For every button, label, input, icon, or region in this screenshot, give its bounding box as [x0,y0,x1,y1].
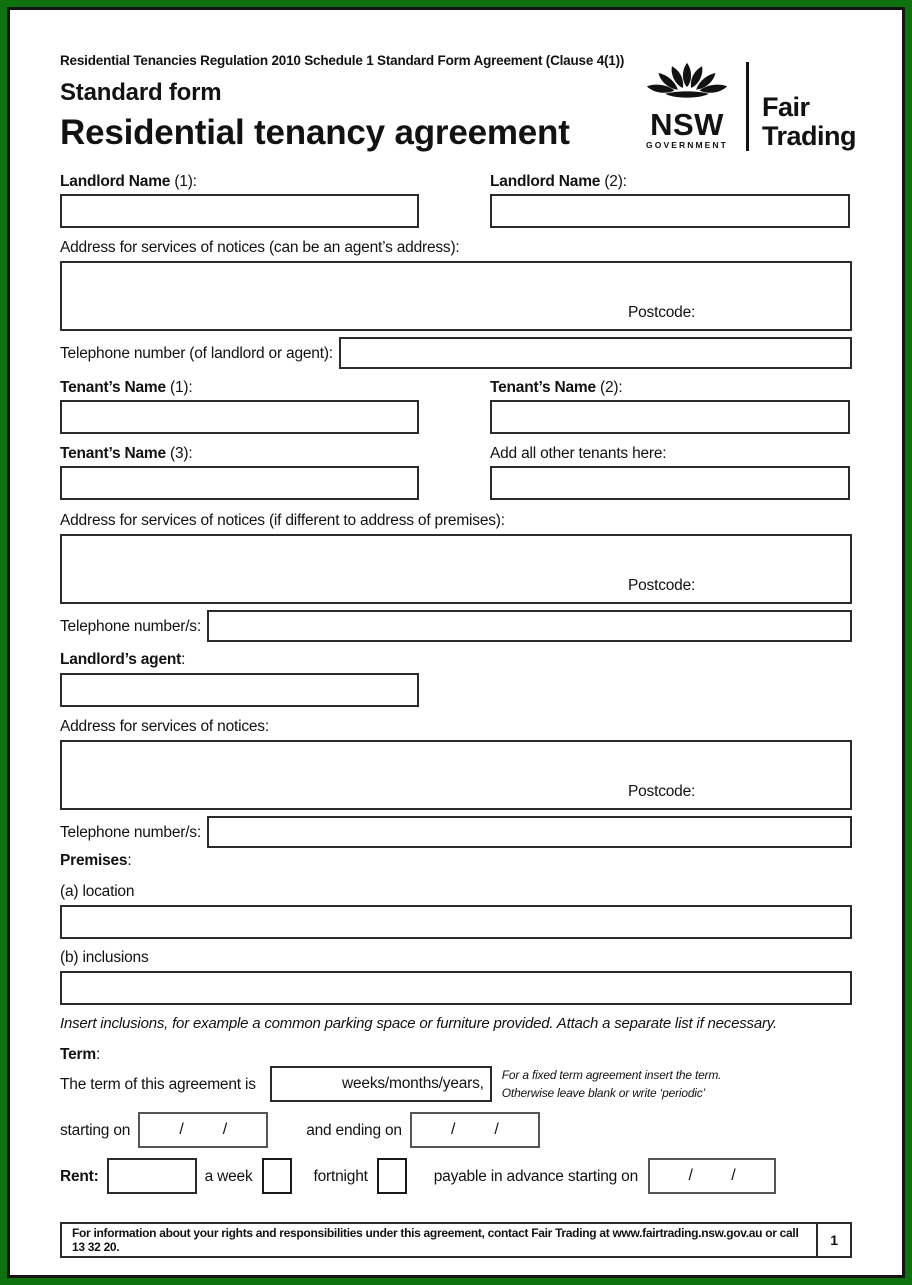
start-date-input[interactable] [138,1112,268,1148]
term-dates-row [60,1112,852,1148]
landlords-agent-input[interactable] [60,673,419,707]
end-date-input[interactable] [410,1112,540,1148]
other-tenants-input[interactable] [490,466,850,500]
date-slash: / [688,1167,693,1184]
government-wordmark: GOVERNMENT [646,140,728,150]
landlord-phone-row [60,337,852,369]
premises-label: Premises: [60,852,132,869]
term-note-line-2: Otherwise leave blank or write ‘periodic’ [501,1086,706,1100]
landlord-address-label: Address for services of notices (can be an agent’s address): [60,239,460,256]
agent-phone-input[interactable] [207,816,852,848]
date-slash: / [494,1121,499,1138]
nsw-wordmark: NSW [650,107,724,142]
payable-label: payable in advance starting on [433,1167,639,1185]
tenant-name-labels-row-2 [60,444,852,463]
a-week-label: a week [204,1167,253,1185]
landlord-name-inputs-row [60,194,852,228]
landlord-address-input[interactable] [60,261,852,331]
tenant-address-label: Address for services of notices (if different to address of premises): [60,512,505,529]
postcode-label: Postcode: [628,577,696,594]
agent-address-input[interactable] [60,740,852,810]
postcode-label: Postcode: [628,783,696,800]
tenant-name-2-input[interactable] [490,400,850,434]
term-unit-label: weeks/months/years, [342,1075,484,1092]
landlords-agent-label: Landlord’s agent: [60,651,186,668]
landlord-name-2-label: Landlord Name (2): [490,173,627,190]
regulation-line: Residential Tenancies Regulation 2010 Schedule 1 Standard Form Agreement (Clause 4(1)) [60,53,625,68]
tenant-name-3-input[interactable] [60,466,419,500]
tenant-phone-row [60,610,852,642]
starting-on-label: starting on [60,1121,131,1139]
tenant-name-labels-row-1 [60,378,852,397]
term-sentence: The term of this agreement is [60,1075,256,1093]
landlord-phone-input[interactable] [339,337,852,369]
landlord-phone-label: Telephone number (of landlord or agent): [60,344,333,362]
fair-wordmark: Fair [761,92,810,122]
date-slash: / [451,1121,456,1138]
rent-label: Rent: [60,1167,99,1185]
date-slash: / [222,1121,227,1138]
premises-inclusions-label: (b) inclusions [60,949,149,966]
tenant-name-1-input[interactable] [60,400,419,434]
tenant-phone-input[interactable] [207,610,852,642]
premises-location-input[interactable] [60,905,852,939]
tenant-name-2-label: Tenant’s Name (2): [490,379,623,396]
ending-on-label: and ending on [306,1121,402,1139]
postcode-label: Postcode: [628,304,696,321]
tenant-address-input[interactable] [60,534,852,604]
term-label: Term: [60,1046,101,1063]
term-note-line-1: For a fixed term agreement insert the term. [501,1068,722,1082]
inclusions-note: Insert inclusions, for example a common parking space or furniture provided. Attach a separate list if necessary. [60,1015,777,1032]
other-tenants-label: Add all other tenants here: [490,445,667,462]
page-number: 1 [816,1224,850,1256]
premises-inclusions-input[interactable] [60,971,852,1005]
date-slash: / [731,1167,736,1184]
term-length-input[interactable] [270,1066,492,1102]
a-week-checkbox[interactable] [262,1158,292,1194]
tenant-name-3-label: Tenant’s Name (3): [60,445,193,462]
trading-wordmark: Trading [761,121,856,151]
landlord-name-1-input[interactable] [60,194,419,228]
fortnight-label: fortnight [313,1167,368,1185]
footer-info-text: For information about your rights and responsibilities under this agreement, contact Fair Trading at www.fairtrading.nsw.gov.au or call 13 32 20. [72,1226,799,1254]
rent-start-date-input[interactable] [648,1158,776,1194]
term-row [60,1066,852,1102]
date-slash: / [179,1121,184,1138]
term-note [502,1066,722,1102]
nsw-fair-trading-logo [641,62,856,151]
landlord-name-1-label: Landlord Name (1): [60,173,197,190]
waratah-icon [641,62,733,109]
tenant-name-1-label: Tenant’s Name (1): [60,379,193,396]
landlord-name-labels-row [60,172,852,191]
rent-row [60,1158,852,1194]
tenant-name-inputs-row-1 [60,400,852,434]
agent-phone-row [60,816,852,848]
fortnight-checkbox[interactable] [377,1158,407,1194]
agent-address-label: Address for services of notices: [60,718,269,735]
tenant-phone-label: Telephone number/s: [60,617,201,635]
page-title: Residential tenancy agreement [60,113,570,152]
landlord-name-2-input[interactable] [490,194,850,228]
premises-location-label: (a) location [60,883,135,900]
rent-amount-input[interactable] [107,1158,197,1194]
footer-info-bar [60,1222,852,1258]
form-subtitle: Standard form [60,79,222,106]
nsw-government-block [641,62,746,151]
fair-trading-block [749,62,856,151]
form-page [7,7,905,1278]
agent-phone-label: Telephone number/s: [60,823,201,841]
tenant-name-inputs-row-2 [60,466,852,500]
